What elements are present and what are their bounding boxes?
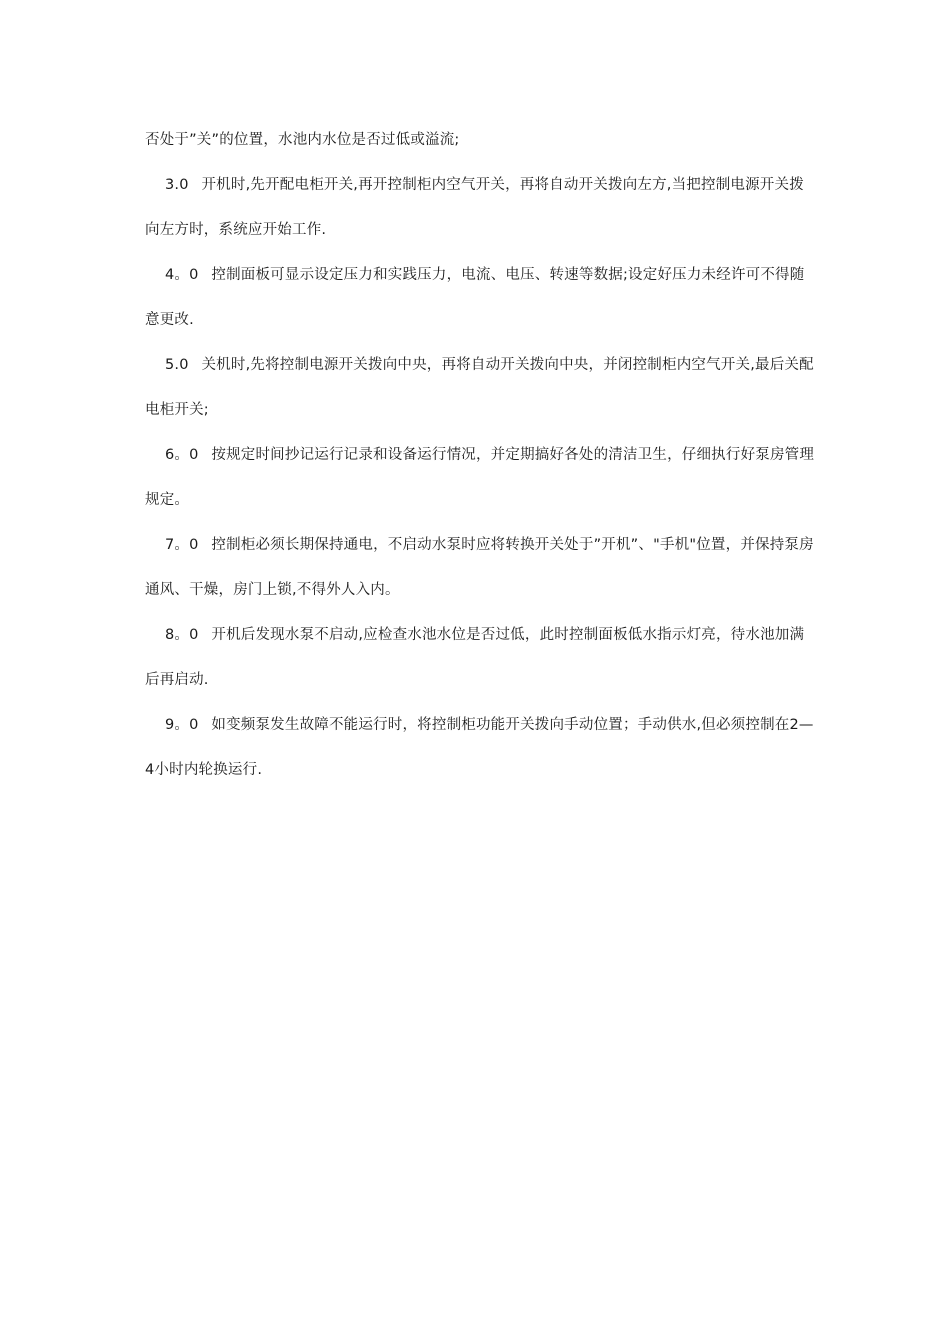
paragraph-text: 开机时,先开配电柜开关,再开控制柜内空气开关，再将自动开关拨向左方,当把控制电源开关拨向左方时，系统应开始工作. [145, 177, 804, 238]
paragraph-continuation [145, 118, 815, 163]
paragraph-9 [145, 703, 815, 793]
paragraph-7 [145, 523, 815, 613]
paragraph-4 [145, 253, 815, 343]
document-body [145, 118, 815, 793]
paragraph-6 [145, 433, 815, 523]
paragraph-number: 4。0 [165, 267, 199, 283]
paragraph-number: 9。0 [165, 717, 199, 733]
paragraph-text: 控制面板可显示设定压力和实践压力，电流、电压、转速等数据;设定好压力未经许可不得随意更改. [145, 267, 805, 328]
paragraph-number: 3.0 [165, 177, 189, 193]
paragraph-text: 控制柜必须长期保持通电，不启动水泵时应将转换开关处于”开机”、"手机"位置，并保持泵房通风、干燥，房门上锁,不得外人入内。 [145, 537, 814, 598]
paragraph-number: 8。0 [165, 627, 199, 643]
paragraph-text: 开机后发现水泵不启动,应检查水池水位是否过低，此时控制面板低水指示灯亮，待水池加满后再启动. [145, 627, 805, 688]
paragraph-3 [145, 163, 815, 253]
paragraph-text: 关机时,先将控制电源开关拨向中央，再将自动开关拨向中央，并闭控制柜内空气开关,最后关配电柜开关; [145, 357, 814, 418]
paragraph-text: 否处于”关”的位置，水池内水位是否过低或溢流; [145, 132, 460, 148]
paragraph-text: 如变频泵发生故障不能运行时，将控制柜功能开关拨向手动位置；手动供水,但必须控制在2—4小时内轮换运行. [145, 717, 814, 778]
paragraph-number: 6。0 [165, 447, 199, 463]
paragraph-number: 7。0 [165, 537, 199, 553]
paragraph-8 [145, 613, 815, 703]
paragraph-number: 5.0 [165, 357, 189, 373]
paragraph-text: 按规定时间抄记运行记录和设备运行情况，并定期搞好各处的清洁卫生，仔细执行好泵房管理规定。 [145, 447, 815, 508]
paragraph-5 [145, 343, 815, 433]
